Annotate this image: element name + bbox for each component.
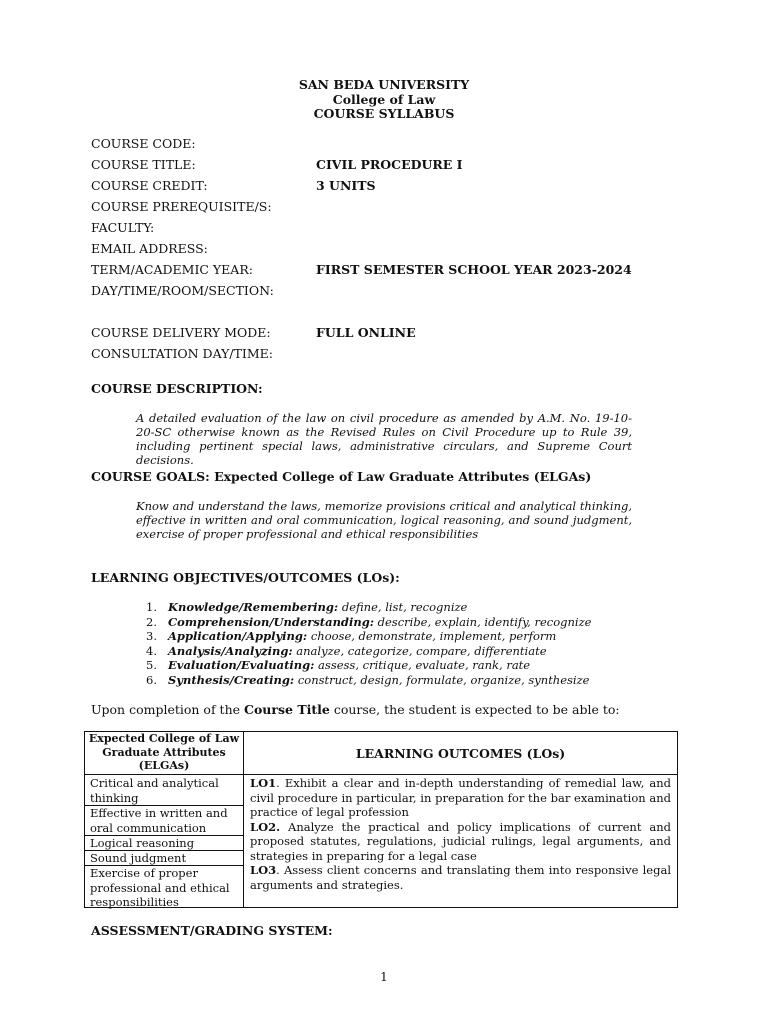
item-number: 4.	[146, 643, 157, 658]
completion-course-title: Course Title	[244, 702, 330, 717]
item-number: 1.	[146, 600, 157, 614]
item-term: Synthesis/Creating:	[168, 672, 295, 687]
document-header	[0, 78, 768, 122]
outcomes-table	[84, 731, 678, 908]
learning-outcomes-cell	[244, 776, 677, 892]
list-item	[146, 615, 591, 630]
info-label: COURSE CODE:	[91, 136, 196, 151]
elga-column-header: Expected College of Law Graduate Attributes (ELGAs)	[85, 732, 243, 775]
list-item	[146, 600, 591, 615]
table-cell-elga: Effective in written and oral communication	[85, 806, 243, 836]
lo-column-header: LEARNING OUTCOMES (LOs)	[244, 732, 677, 775]
lo-text: Analyze the practical and policy implications of current and proposed statutes, regulations, judicial rulings, legal arguments, and strategies in preparing for a legal case	[250, 819, 671, 863]
learning-outcome	[250, 776, 671, 820]
item-desc: construct, design, formulate, organize, synthesize	[294, 672, 590, 687]
completion-pre: Upon completion of the	[91, 702, 245, 717]
item-term: Knowledge/Remembering:	[168, 600, 339, 614]
item-desc: define, list, recognize	[338, 600, 468, 614]
course-goals-text: Know and understand the laws, memorize provisions critical and analytical thinking, effective in written and oral communication, logical reasoning, and sound judgment, exercise of proper professional and ethical responsibilities	[136, 499, 632, 541]
learning-objectives-heading: LEARNING OBJECTIVES/OUTCOMES (LOs):	[91, 570, 400, 585]
lo-code: LO3	[250, 863, 277, 877]
info-label: COURSE DELIVERY MODE:	[91, 325, 271, 340]
college-name: College of Law	[332, 91, 436, 107]
completion-statement	[91, 702, 620, 717]
learning-outcome	[250, 863, 671, 892]
item-number: 3.	[146, 629, 157, 643]
info-label: COURSE CREDIT:	[91, 178, 208, 193]
info-value: FIRST SEMESTER SCHOOL YEAR 2023-2024	[316, 262, 632, 277]
info-label: EMAIL ADDRESS:	[91, 241, 208, 256]
list-item	[146, 644, 591, 659]
assessment-heading: ASSESSMENT/GRADING SYSTEM:	[91, 923, 333, 938]
list-item	[146, 658, 591, 673]
info-label: COURSE TITLE:	[91, 157, 196, 172]
item-desc: describe, explain, identify, recognize	[373, 614, 592, 629]
item-number: 2.	[146, 614, 157, 629]
info-value: FULL ONLINE	[316, 325, 416, 340]
lo-code: LO1	[250, 776, 277, 790]
info-label: COURSE PREREQUISITE/S:	[91, 199, 272, 214]
item-term: Application/Applying:	[168, 629, 308, 643]
info-value: 3 UNITS	[316, 178, 376, 193]
learning-outcome	[250, 820, 671, 864]
item-term: Analysis/Analyzing:	[168, 643, 293, 658]
item-number: 6.	[146, 672, 157, 687]
table-cell-elga: Critical and analytical thinking	[85, 776, 243, 806]
course-goals-heading: COURSE GOALS: Expected College of Law Graduate Attributes (ELGAs)	[91, 469, 592, 484]
page-number: 1	[380, 970, 388, 984]
learning-objectives-list	[146, 600, 591, 687]
lo-text: . Assess client concerns and translating them into responsive legal arguments and strategies.	[250, 863, 671, 892]
table-cell-elga: Logical reasoning	[85, 836, 243, 851]
course-description-heading: COURSE DESCRIPTION:	[91, 381, 263, 396]
item-desc: analyze, categorize, compare, differentiate	[292, 643, 547, 658]
completion-post: course, the student is expected to be able to:	[329, 702, 620, 717]
info-label: FACULTY:	[91, 220, 155, 235]
item-term: Evaluation/Evaluating:	[168, 658, 315, 672]
info-label: CONSULTATION DAY/TIME:	[91, 346, 273, 361]
info-label: TERM/ACADEMIC YEAR:	[91, 262, 253, 277]
info-label: DAY/TIME/ROOM/SECTION:	[91, 283, 274, 298]
lo-text: . Exhibit a clear and in-depth understanding of remedial law, and civil procedure in particular, in preparation for the bar examination and practice of legal profession	[250, 776, 671, 819]
list-item	[146, 673, 591, 688]
table-cell-elga: Sound judgment	[85, 851, 243, 866]
university-name: SAN BEDA UNIVERSITY	[298, 77, 470, 92]
item-desc: choose, demonstrate, implement, perform	[307, 629, 557, 643]
item-term: Comprehension/Understanding:	[168, 614, 374, 629]
table-cell-elga: Exercise of proper professional and ethical responsibilities	[90, 866, 230, 909]
list-item	[146, 629, 591, 644]
info-value: CIVIL PROCEDURE I	[316, 157, 463, 172]
lo-code: LO2.	[250, 819, 281, 834]
item-number: 5.	[146, 658, 157, 672]
item-desc: assess, critique, evaluate, rank, rate	[314, 658, 531, 672]
document-type: COURSE SYLLABUS	[313, 106, 455, 121]
course-description-text: A detailed evaluation of the law on civil procedure as amended by A.M. No. 19-10-20-SC otherwise known as the Revised Rules on Civil Procedure up to Rule 39, including pertinent special laws, administrative circulars, and Supreme Court decisions.	[136, 411, 632, 467]
